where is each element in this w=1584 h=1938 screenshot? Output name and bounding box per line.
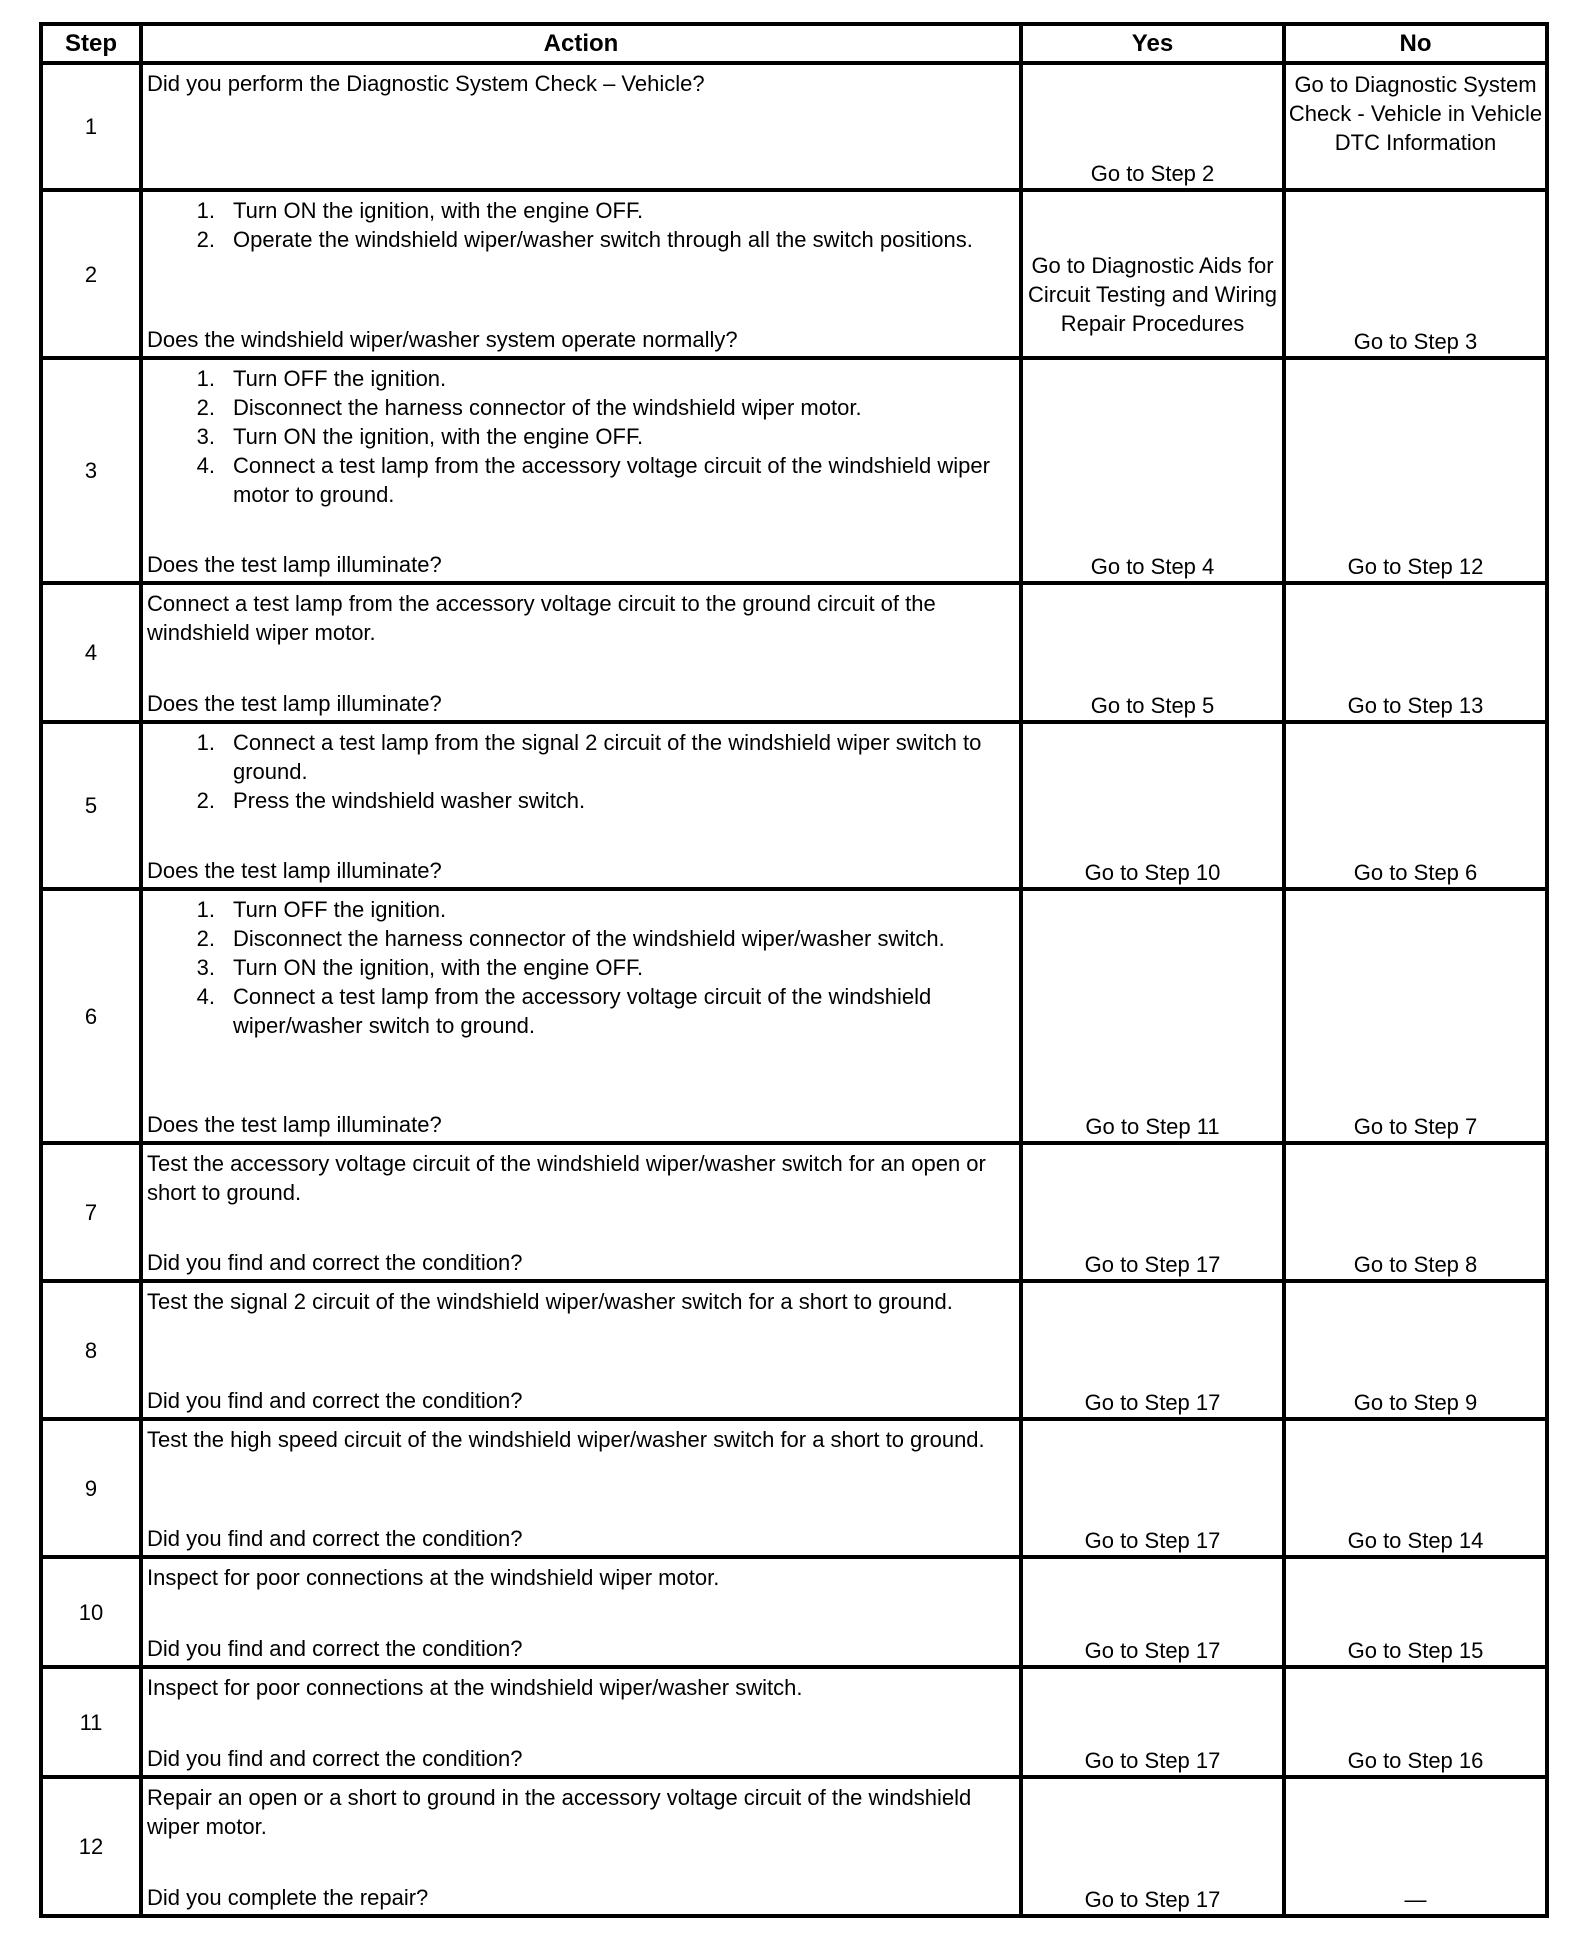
step-number: 8 (41, 1281, 141, 1419)
no-cell: — (1284, 1777, 1547, 1916)
action-question: Did you find and correct the condition? (147, 1746, 523, 1771)
action-text: Test the high speed circuit of the windshield wiper/washer switch for a short to ground. (147, 1427, 985, 1452)
header-action: Action (141, 24, 1021, 63)
table-row (41, 1667, 1547, 1777)
action-cell (141, 358, 1021, 583)
step-number: 6 (41, 889, 141, 1143)
no-cell: Go to Step 3 (1284, 190, 1547, 358)
no-cell: Go to Step 13 (1284, 583, 1547, 722)
list-item: 2. Disconnect the harness connector of the windshield wiper motor. (196, 395, 862, 420)
action-text: Test the accessory voltage circuit of the windshield wiper/washer switch for an open or short to ground. (147, 1151, 986, 1205)
action-cell (141, 583, 1021, 722)
no-cell: Go to Step 7 (1284, 889, 1547, 1143)
header-row (41, 24, 1547, 63)
action-question: Did you find and correct the condition? (147, 1526, 523, 1551)
yes-cell: Go to Step 17 (1021, 1419, 1284, 1557)
list-item: 1. Turn ON the ignition, with the engine OFF. (196, 198, 644, 223)
list-item: 4. Connect a test lamp from the accessory voltage circuit of the windshield wiper/washer switch to ground. (196, 984, 932, 1038)
header-no: No (1284, 24, 1547, 63)
action-steps (147, 728, 1013, 815)
list-item: 2. Press the windshield washer switch. (196, 788, 586, 813)
step-number: 10 (41, 1557, 141, 1667)
yes-cell: Go to Step 4 (1021, 358, 1284, 583)
action-question: Does the windshield wiper/washer system operate normally? (147, 327, 738, 352)
step-number: 11 (41, 1667, 141, 1777)
yes-cell: Go to Step 17 (1021, 1557, 1284, 1667)
action-question: Does the test lamp illuminate? (147, 552, 442, 577)
action-text: Connect a test lamp from the accessory voltage circuit to the ground circuit of the windshield wiper motor. (147, 591, 936, 645)
list-item: 2. Disconnect the harness connector of the windshield wiper/washer switch. (196, 926, 945, 951)
header-step: Step (41, 24, 141, 63)
action-cell (141, 1419, 1021, 1557)
table-row (41, 1777, 1547, 1916)
yes-cell: Go to Step 11 (1021, 889, 1284, 1143)
action-question: Does the test lamp illuminate? (147, 691, 442, 716)
table-row (41, 1419, 1547, 1557)
action-question: Does the test lamp illuminate? (147, 858, 442, 883)
table-row (41, 190, 1547, 358)
table-row (41, 889, 1547, 1143)
step-number: 4 (41, 583, 141, 722)
step-number: 3 (41, 358, 141, 583)
action-cell (141, 722, 1021, 889)
action-cell (141, 190, 1021, 358)
step-number: 12 (41, 1777, 141, 1916)
step-number: 9 (41, 1419, 141, 1557)
no-cell: Go to Step 12 (1284, 358, 1547, 583)
step-number: 7 (41, 1143, 141, 1281)
action-steps (147, 895, 1013, 1040)
action-cell (141, 1281, 1021, 1419)
no-cell: Go to Step 8 (1284, 1143, 1547, 1281)
list-item: 1. Turn OFF the ignition. (196, 897, 447, 922)
step-number: 5 (41, 722, 141, 889)
yes-cell: Go to Step 10 (1021, 722, 1284, 889)
table-row (41, 63, 1547, 190)
table-row (41, 722, 1547, 889)
list-item: 3. Turn ON the ignition, with the engine OFF. (196, 955, 644, 980)
header-yes: Yes (1021, 24, 1284, 63)
step-number: 1 (41, 63, 141, 190)
action-cell (141, 889, 1021, 1143)
table-row (41, 358, 1547, 583)
yes-cell: Go to Step 2 (1021, 63, 1284, 190)
no-cell: Go to Step 16 (1284, 1667, 1547, 1777)
action-text: Test the signal 2 circuit of the windshield wiper/washer switch for a short to ground. (147, 1289, 953, 1314)
list-item: 4. Connect a test lamp from the accessory voltage circuit of the windshield wiper motor to ground. (196, 453, 990, 507)
action-text: Inspect for poor connections at the windshield wiper/washer switch. (147, 1675, 803, 1700)
list-item: 1. Turn OFF the ignition. (196, 366, 447, 391)
table-row (41, 1557, 1547, 1667)
action-steps (147, 364, 1013, 509)
yes-cell: Go to Step 17 (1021, 1777, 1284, 1916)
no-cell: Go to Step 9 (1284, 1281, 1547, 1419)
table-row (41, 1143, 1547, 1281)
action-steps (147, 196, 1013, 254)
action-cell (141, 1557, 1021, 1667)
table-row (41, 1281, 1547, 1419)
action-cell (141, 1143, 1021, 1281)
no-cell: Go to Step 15 (1284, 1557, 1547, 1667)
yes-cell: Go to Step 5 (1021, 583, 1284, 722)
action-question: Does the test lamp illuminate? (147, 1112, 442, 1137)
yes-cell: Go to Step 17 (1021, 1143, 1284, 1281)
no-cell: Go to Diagnostic System Check - Vehicle in Vehicle DTC Information (1284, 63, 1547, 190)
action-question: Did you find and correct the condition? (147, 1250, 523, 1275)
no-cell: Go to Step 14 (1284, 1419, 1547, 1557)
table-row (41, 583, 1547, 722)
action-question: Did you complete the repair? (147, 1885, 429, 1910)
action-text: Repair an open or a short to ground in the accessory voltage circuit of the windshield wiper motor. (147, 1785, 972, 1839)
action-cell (141, 63, 1021, 190)
action-text: Did you perform the Diagnostic System Check – Vehicle? (147, 71, 705, 96)
yes-cell: Go to Step 17 (1021, 1667, 1284, 1777)
step-number: 2 (41, 190, 141, 358)
action-cell (141, 1667, 1021, 1777)
list-item: 3. Turn ON the ignition, with the engine OFF. (196, 424, 644, 449)
action-text: Inspect for poor connections at the windshield wiper motor. (147, 1565, 720, 1590)
list-item: 2. Operate the windshield wiper/washer switch through all the switch positions. (196, 227, 973, 252)
action-cell (141, 1777, 1021, 1916)
yes-cell: Go to Diagnostic Aids for Circuit Testing and Wiring Repair Procedures (1021, 190, 1284, 358)
yes-cell: Go to Step 17 (1021, 1281, 1284, 1419)
action-question: Did you find and correct the condition? (147, 1636, 523, 1661)
action-question: Did you find and correct the condition? (147, 1388, 523, 1413)
no-cell: Go to Step 6 (1284, 722, 1547, 889)
diagnostic-table (39, 22, 1549, 1918)
list-item: 1. Connect a test lamp from the signal 2 circuit of the windshield wiper switch to ground. (196, 730, 982, 784)
